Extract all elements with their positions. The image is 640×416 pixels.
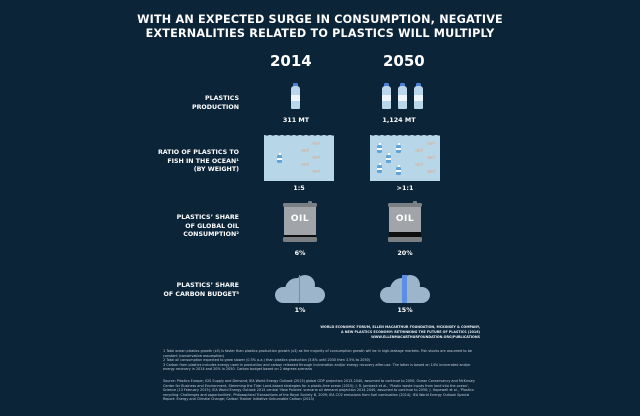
bottle-icon [291,83,300,109]
oil-barrel-text: OIL [290,214,310,224]
carbon-2050-value: 15% [397,306,413,314]
oil-label-line2: OF GLOBAL OIL [185,222,239,230]
production-label [119,95,239,112]
oil-label-line1: PLASTICS’ SHARE [176,214,239,221]
bottle-icon [398,83,407,109]
carbon-share-bar-2014 [299,275,300,303]
bottle-icon [414,83,423,109]
fish-icon [427,141,436,145]
footnotes [163,349,479,372]
fish-icon [415,162,424,166]
carbon-share-label [119,282,239,299]
mini-bottle-icon [377,163,382,173]
oil-barrel-icon [283,201,317,242]
mini-bottle-icon [377,143,382,153]
carbon-2014-value: 1% [294,306,306,314]
footnote-3: 3 Carbon from plastics includes energy used in production and carbon released through incineration and/or energy recovery after-use. The latter is based on 14% incinerated and/or energy recovery in 2014 and 20% in 2050. Carbon budget based on 2 degrees scenario [163,362,471,372]
mini-bottle-icon [396,165,401,175]
source-line-1: WORLD ECONOMIC FORUM, ELLEN MACARTHUR FOUNDATION, MCKINSEY & COMPANY, [320,325,480,329]
ocean-2050-icon [370,135,440,181]
title-line-2: EXTERNALITIES RELATED TO PLASTICS WILL MULTIPLY [145,27,495,40]
ocean-2050-value: >1:1 [396,184,414,192]
oil-barrel-text: OIL [395,214,415,224]
cloud-icon [380,275,430,303]
ocean-label-line1: RATIO OF PLASTICS TO [157,149,239,156]
fish-icon [427,155,436,159]
footnote-1: 1 Total ocean plastics growth (x5) is faster than plastics production growth (x3) as the majority of consumption growth will be in high-leakage markets. Fish stocks are assumed to be constant (conservative assumption) [163,349,472,358]
ocean-ratio-label [119,149,239,175]
mini-bottle-icon [396,143,401,153]
source-url: WWW.ELLENMACARTHURFOUNDATION.ORG/PUBLICATIONS [371,335,480,339]
fish-icon [312,155,321,159]
oil-2050-value: 20% [397,249,413,257]
cloud-icon [275,275,325,303]
fish-icon [415,148,424,152]
sources-list: Source: Plastics Europe; ICIS Supply and Demand; IEA World Energy Outlook (2015) global GDP projection 2015-2040, assumed to continue to 2050; Ocean Conservancy and McKinsey Center for Business and Environment, Stemming the Tide: Land-based strategies for a plastic-free ocean (2015); J. R. Jambeck et al., 'Plastic waste inputs from land into the ocean', Science (13 February 2015); IEA World Energy Outlook 2015 central 'New Policies' scenario oil demand projection 2014-2040, assumed to continue to 2050; J. Hopewell et al., 'Plastics recycling: Challenges and opportunities', Philosophical Transactions of the Royal Society B, 2009; IEA CO2 emissions from fuel combustion (2014); IEA World Energy Outlook Special Report: Energy and Climate Change; Carbon Tracker Initiative Unburnable Carbon (2013) [163,379,475,402]
oil-share-label [119,214,239,240]
ocean-label-line3: (BY WEIGHT) [193,166,239,174]
mini-bottle-icon [277,153,282,163]
production-label-line2: PRODUCTION [191,103,239,111]
source-line-2: A NEW PLASTICS ECONOMY: RETHINKING THE FUTURE OF PLASTICS (2016) [341,330,480,334]
mini-bottle-icon [386,153,391,163]
carbon-label-line1: PLASTICS’ SHARE [176,282,239,289]
oil-2014-value: 6% [294,249,306,257]
title-line-1: WITH AN EXPECTED SURGE IN CONSUMPTION, NEGATIVE [137,13,503,26]
bottle-icon [382,83,391,109]
fish-icon [312,169,321,173]
fish-icon [427,169,436,173]
year-2014-header: 2014 [270,52,312,70]
year-2050-header: 2050 [383,52,425,70]
fish-icon [312,141,321,145]
ocean-label-line2: FISH IN THE OCEAN¹ [167,157,239,165]
production-2014-value: 311 MT [282,116,310,124]
fish-icon [301,162,310,166]
carbon-label-line2: OF CARBON BUDGET³ [163,290,239,298]
oil-label-line3: CONSUMPTION² [183,231,239,239]
infographic-title [0,13,640,41]
production-2050-value: 1,124 MT [382,116,416,124]
ocean-2014-icon [264,135,334,181]
footnote-2: 2 Total oil consumption expected to grow slower (0.5% p.a.) than plastics production (3.8% until 2030 then 3.5% to 2050) [163,358,371,363]
fish-icon [301,148,310,152]
ocean-2014-value: 1:5 [293,184,305,192]
oil-barrel-icon [388,201,422,242]
source-citation [180,325,480,340]
production-label-line1: PLASTICS [205,95,239,102]
carbon-share-bar-2050 [402,275,407,303]
